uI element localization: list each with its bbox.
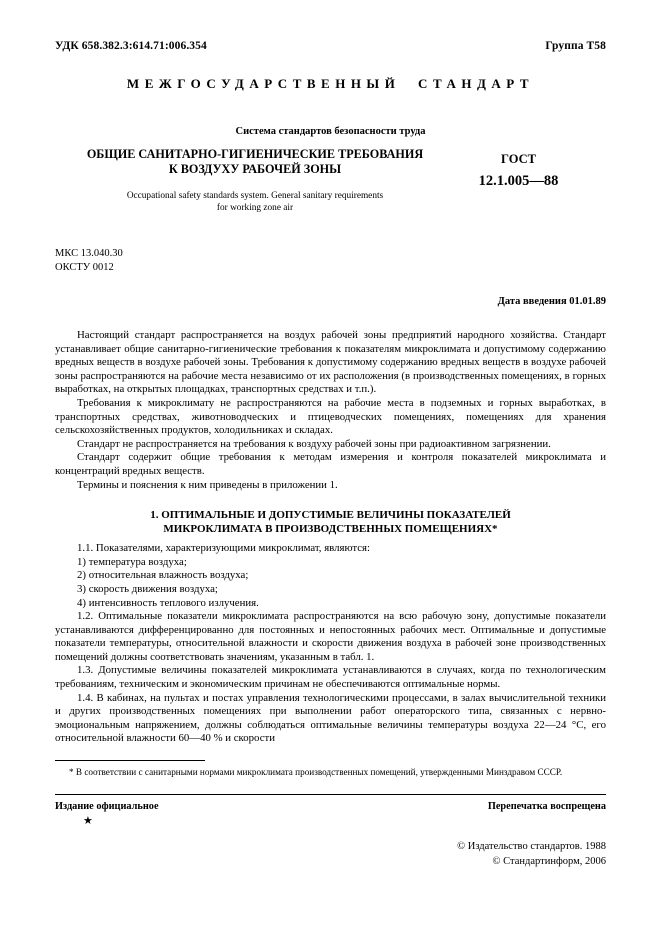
english-title <box>55 190 455 214</box>
list-item: 3) скорость движения воздуха; <box>77 582 218 595</box>
section-heading <box>55 508 606 536</box>
footer-left-label: Издание официальное <box>55 801 159 813</box>
section-heading-line2: МИКРОКЛИМАТА В ПРОИЗВОДСТВЕННЫХ ПОМЕЩЕНИЯХ* <box>163 523 498 536</box>
page-header <box>55 40 606 52</box>
clause-text: 1.4. В кабинах, на пультах и постах управления технологическими процессами, в залах вычислительной техники и других производственных помещениях при выполнении работ операторского типа, связанных с нервно-эмоциональным напряжением, должны соблюдаться оптимальные величины температуры воздуха 22—24 °С, его относительной влажности 60—40 % и скорости <box>55 691 606 745</box>
gost-number: 12.1.005—88 <box>478 173 559 189</box>
page-title-line1: ОБЩИЕ САНИТАРНО-ГИГИЕНИЧЕСКИЕ ТРЕБОВАНИЯ <box>86 147 424 161</box>
intro-text <box>55 329 606 492</box>
introduction-date: Дата введения 01.01.89 <box>497 296 606 307</box>
star-icon: ★ <box>83 815 93 828</box>
section-heading-line1: 1. ОПТИМАЛЬНЫЕ И ДОПУСТИМЫЕ ВЕЛИЧИНЫ ПОКАЗАТЕЛЕЙ <box>150 509 511 522</box>
footnote-divider <box>55 760 205 761</box>
english-title-line1: Occupational safety standards system. General sanitary requirements <box>126 191 384 201</box>
title-block <box>55 147 606 225</box>
footer-divider <box>55 794 606 795</box>
footnote-text: * В соответствии с санитарными нормами микроклимата производственных помещений, утвержденными Минздравом СССР. <box>69 767 563 778</box>
page-title <box>55 147 455 177</box>
clause-text: 1.2. Оптимальные показатели микроклимата распространяются на всю рабочую зону, допустимые показатели устанавливаются дифференцированно для постоянных и непостоянных рабочих мест. Оптимальные и допустимые показатели температуры, относительной влажности и скорости движения воздуха в рабочей зоне производственных помещений должны соответствовать значениям, указанным в табл. 1. <box>55 610 606 663</box>
system-line: Система стандартов безопасности труда <box>235 126 426 137</box>
footer-right-label: Перепечатка воспрещена <box>487 801 606 813</box>
clauses-block <box>55 542 606 746</box>
paragraph: Стандарт содержит общие требования к методам измерения и контроля показателей микроклимата и концентраций вредных веществ. <box>55 451 606 477</box>
copyright-block <box>55 839 606 869</box>
list-item: 4) интенсивность теплового излучения. <box>77 596 259 609</box>
english-title-line2: for working zone air <box>216 203 294 213</box>
list-item: 1) температура воздуха; <box>77 555 187 568</box>
mks-code: МКС 13.040.30 <box>55 248 123 259</box>
copyright-line1: © Издательство стандартов. 1988 <box>457 841 606 853</box>
standard-banner: МЕЖГОСУДАРСТВЕННЫЙ СТАНДАРТ <box>126 76 535 91</box>
page-title-line2: К ВОЗДУХУ РАБОЧЕЙ ЗОНЫ <box>168 162 342 176</box>
paragraph: Требования к микроклимату не распространяются на рабочие места в подземных и горных выработках, в транспортных средствах, животноводческих и птицеводческих помещениях, помещениях для хранения сельскохозяйственных продуктов, холодильниках и складах. <box>55 396 606 437</box>
copyright-line2: © Стандартинформ, 2006 <box>492 856 606 868</box>
gost-designation <box>431 149 606 191</box>
footnote-block <box>55 760 606 778</box>
clause-text: 1.1. Показателями, характеризующими микроклимат, являются: <box>77 542 370 555</box>
paragraph: Стандарт не распространяется на требования к воздуху рабочей зоны при радиоактивном загрязнении. <box>77 437 551 450</box>
classification-codes <box>55 247 606 274</box>
list-item: 2) относительная влажность воздуха; <box>77 569 249 582</box>
clause-text: 1.3. Допустимые величины показателей микроклимата устанавливаются в случаях, когда по технологическим требованиям, техническим и экономическим причинам не обеспечиваются оптимальные нормы. <box>55 664 606 691</box>
paragraph: Настоящий стандарт распространяется на воздух рабочей зоны предприятий народного хозяйства. Стандарт устанавливает общие санитарно-гигиенические требования к показателям микроклимата и допустимому содержанию вредных веществ в воздухе рабочей зоны. Требования к допустимому содержанию вредных веществ в воздухе рабочей зоны распространяются на рабочие места независимо от их расположения (в производственных помещениях, в горных выработках, на открытых площадках, транспортных средствах и т.п.). <box>55 329 606 396</box>
udk-code: УДК 658.382.3:614.71:006.354 <box>55 40 207 52</box>
paragraph: Термины и пояснения к ним приведены в приложении 1. <box>77 478 338 491</box>
okstu-code: ОКСТУ 0012 <box>55 261 114 273</box>
gost-label: ГОСТ <box>501 152 536 166</box>
group-code: Группа Т58 <box>545 40 606 52</box>
footer-row <box>55 801 606 812</box>
